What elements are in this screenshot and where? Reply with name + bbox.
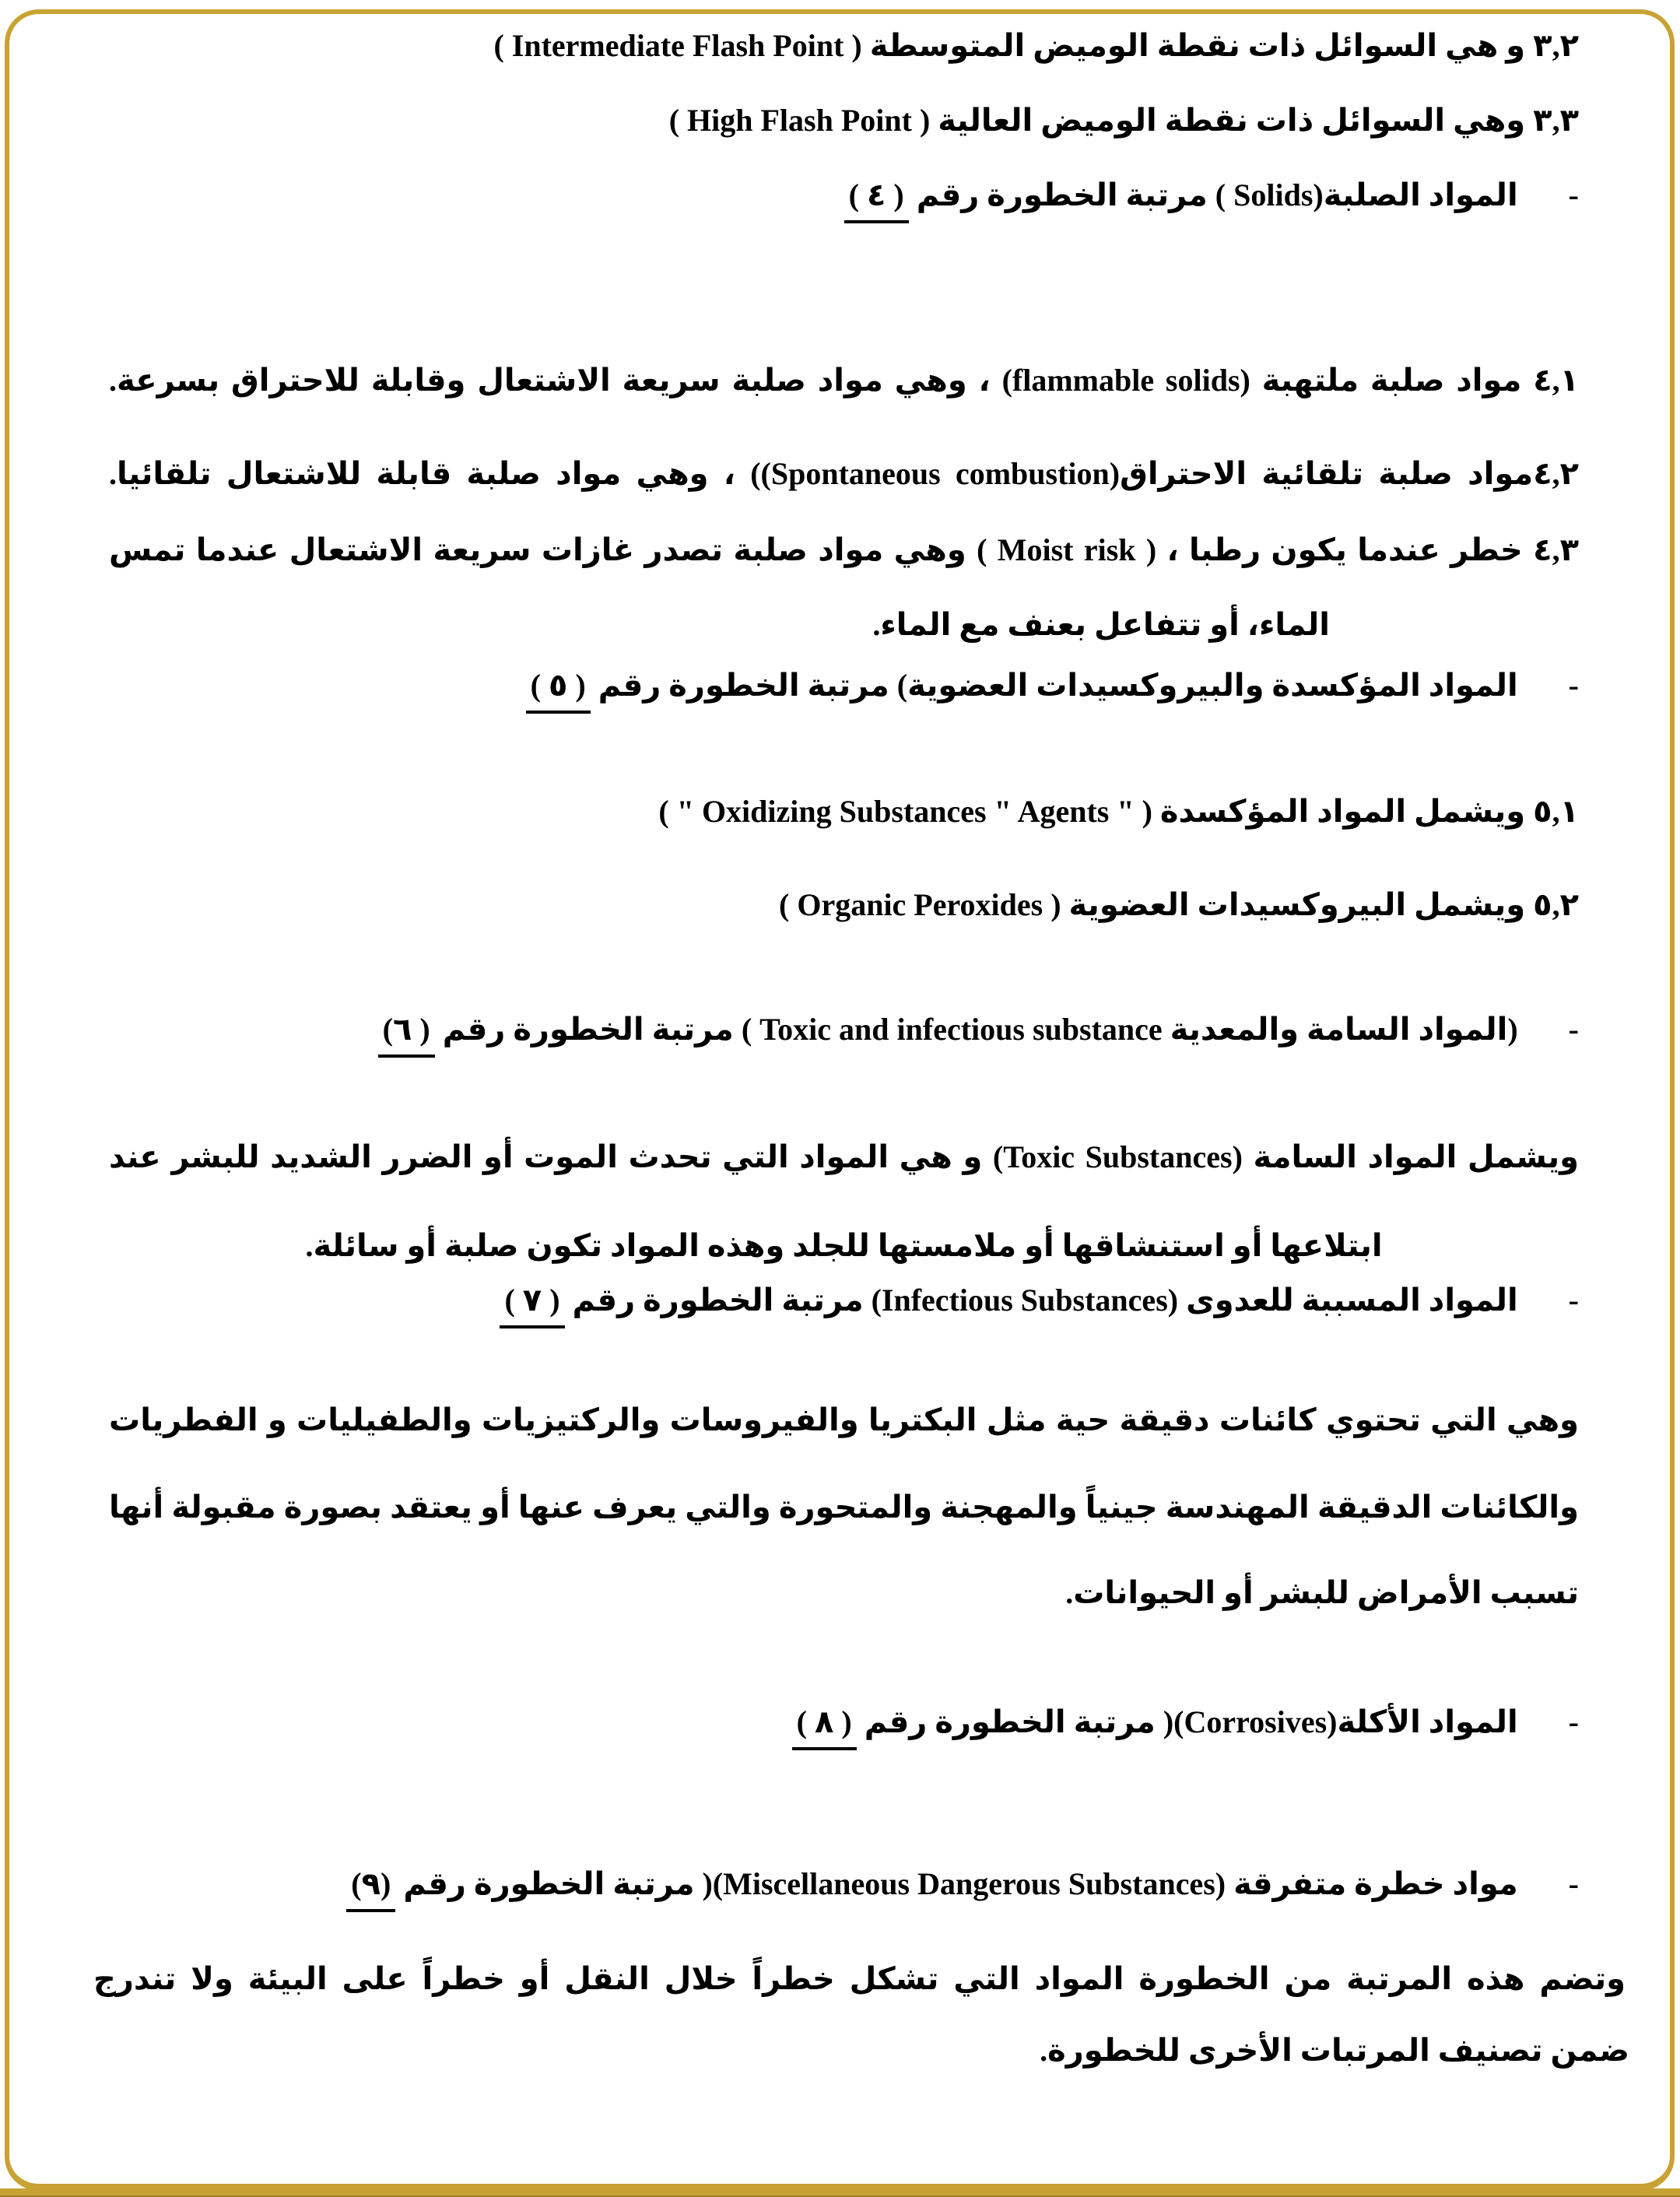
hazard-rank-number-5: ( ٥ ) [526, 668, 591, 714]
hazard-class-4-solids-heading [109, 176, 1579, 215]
heading-text: المواد المسببة للعدوى (Infectious Substances) مرتبة الخطورة رقم [572, 1283, 1518, 1318]
dash-bullet: - [1568, 177, 1579, 212]
dash-bullet: - [1568, 1866, 1579, 1901]
paragraph-text: وتضم هذه المرتبة من الخطورة المواد التي تشكل خطراً خلال النقل أو خطراً على البيئة ولا تندرج [93, 1961, 1626, 1996]
hazard-class-6-toxic-infectious-heading [109, 1010, 1579, 1049]
clause-text: ٣,٢ و هي السوائل ذات نقطة الوميض المتوسطة ( Intermediate Flash Point ) [493, 28, 1579, 63]
paragraph-text: ضمن تصنيف المرتبات الأخرى للخطورة. [1040, 2033, 1629, 2068]
infectious-paragraph-line-2 [109, 1488, 1579, 1527]
hazard-rank-number-7: ( ٧ ) [500, 1283, 564, 1328]
clause-text: ٥,٢ ويشمل البيروكسيدات العضوية ( Organic Peroxides ) [779, 887, 1579, 922]
infectious-paragraph-line-3 [109, 1574, 1579, 1613]
class-9-description-line-1 [93, 1960, 1626, 1999]
toxic-substances-paragraph-line-2 [109, 1227, 1579, 1265]
gold-bottom-strip [0, 2188, 1680, 2197]
hazard-class-7-infectious-heading [109, 1281, 1579, 1320]
hazard-class-5-oxidizers-heading [109, 666, 1579, 705]
toxic-substances-paragraph-line-1 [109, 1138, 1579, 1177]
paragraph-text: ويشمل المواد السامة (Toxic Substances) و هي المواد التي تحدث الموت أو الضرر الشديد للبشر عند [109, 1139, 1580, 1174]
clause-4-1-flammable-solids [109, 361, 1579, 400]
heading-text: المواد المؤكسدة والبيروكسيدات العضوية) مرتبة الخطورة رقم [598, 668, 1518, 703]
clause-text: الماء، أو تتفاعل بعنف مع الماء. [872, 607, 1330, 642]
hazard-rank-number-4: ( ٤ ) [844, 177, 909, 223]
paragraph-text: وهي التي تحتوي كائنات دقيقة حية مثل البكتريا والفيروسات والركتيزيات والطفيليات و الفطريات [109, 1402, 1579, 1437]
infectious-paragraph-line-1 [109, 1401, 1579, 1440]
hazard-class-9-miscellaneous-heading [109, 1865, 1579, 1904]
heading-text: مواد خطرة متفرقة (Miscellaneous Dangerous Substances)( مرتبة الخطورة رقم [403, 1866, 1518, 1901]
clause-4-2-spontaneous-combustion [109, 454, 1579, 493]
dash-bullet: - [1568, 668, 1579, 703]
hazard-class-8-corrosives-heading [109, 1703, 1579, 1742]
heading-text: المواد الأكلة(Corrosives)( مرتبة الخطورة رقم [864, 1704, 1518, 1739]
dash-bullet: - [1568, 1283, 1579, 1318]
dash-bullet: - [1568, 1704, 1579, 1739]
clause-text: ٤,٢مواد صلبة تلقائية الاحتراق(Spontaneous combustion)) ، وهي مواد صلبة قابلة للاشتعال تلقائيا. [109, 456, 1580, 491]
clause-3-2-intermediate-flash-point [109, 26, 1579, 65]
dash-bullet: - [1568, 1012, 1579, 1047]
paragraph-text: والكائنات الدقيقة المهندسة جينياً والمهجنة والمتحورة والتي يعرف عنها أو يعتقد بصورة مقبولة أنها [109, 1490, 1579, 1525]
paragraph-text: تسبب الأمراض للبشر أو الحيوانات. [1065, 1575, 1579, 1610]
hazard-rank-number-8: ( ٨ ) [792, 1704, 857, 1750]
clause-text: ٤,٣ خطر عندما يكون رطبا ، ( Moist risk ) وهي مواد صلبة تصدر غازات سريعة الاشتعال عندما تمس [109, 532, 1579, 567]
hazard-rank-number-6: ( ٦) [378, 1012, 435, 1058]
clause-4-3-moist-risk [109, 531, 1579, 570]
gold-page-border [5, 9, 1675, 2191]
clause-5-1-oxidizing-substances [109, 792, 1579, 831]
paragraph-text: ابتلاعها أو استنشاقها أو ملامستها للجلد وهذه المواد تكون صلبة أو سائلة. [305, 1228, 1383, 1263]
clause-text: ٤,١ مواد صلبة ملتهبة (flammable solids) ، وهي مواد صلبة سريعة الاشتعال وقابلة للاحتراق بسرعة. [109, 363, 1580, 398]
clause-3-3-high-flash-point [109, 101, 1579, 140]
clause-text: ٥,١ ويشمل المواد المؤكسدة ( " Oxidizing Substances " Agents " ) [658, 794, 1579, 829]
clause-text: ٣,٣ وهي السوائل ذات نقطة الوميض العالية ( High Flash Point ) [668, 103, 1579, 138]
class-9-description-line-2 [109, 2031, 1629, 2070]
hazard-rank-number-9: (٩) [346, 1866, 395, 1912]
clause-5-2-organic-peroxides [109, 886, 1579, 925]
heading-text: (المواد السامة والمعدية Toxic and infectious substance ) مرتبة الخطورة رقم [442, 1012, 1518, 1047]
clause-4-3-continuation [872, 605, 1330, 644]
heading-text: المواد الصلبة(Solids ) مرتبة الخطورة رقم [916, 177, 1518, 212]
